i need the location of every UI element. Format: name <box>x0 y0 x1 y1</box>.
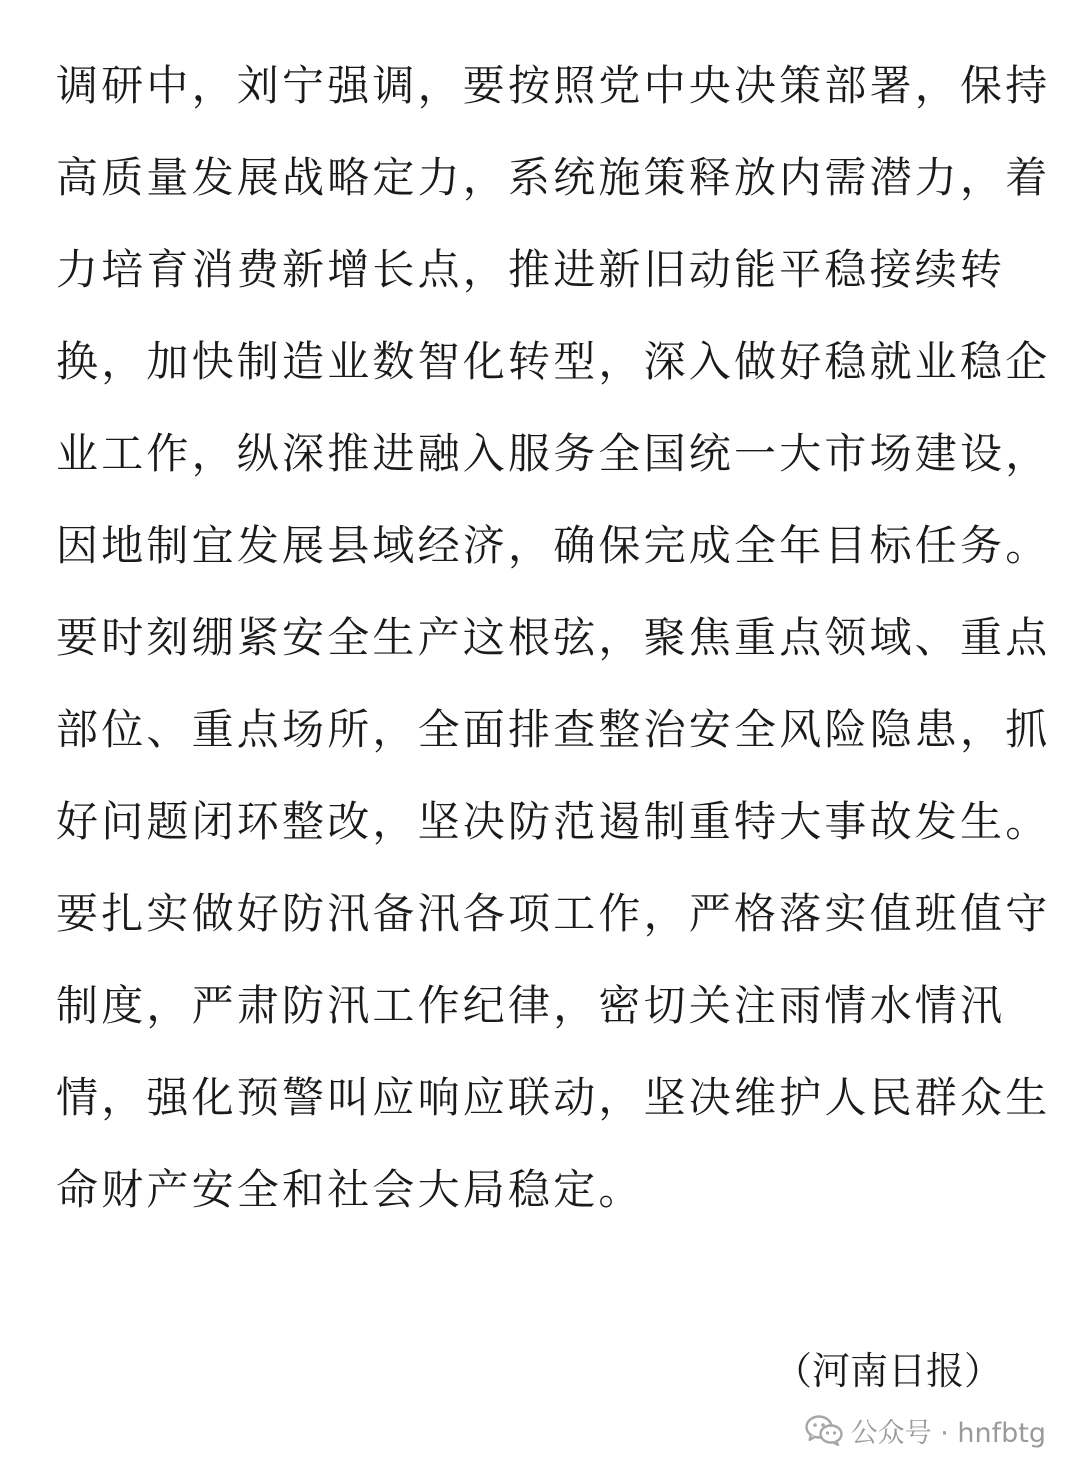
article-line: 力培育消费新增长点，推进新旧动能平稳接续转 <box>56 245 1006 294</box>
article-line: 部位、重点场所，全面排查整治安全风险隐患，抓 <box>56 705 1051 754</box>
wechat-icon <box>805 1414 843 1446</box>
article-body <box>56 56 1051 1252</box>
article-line: 业工作，纵深推进融入服务全国统一大市场建设， <box>56 429 1051 478</box>
article-line: 命财产安全和社会大局稳定。 <box>56 1165 644 1214</box>
article-line: 换，加快制造业数智化转型，深入做好稳就业稳企 <box>56 337 1051 386</box>
article-line: 制度，严肃防汛工作纪律，密切关注雨情水情汛 <box>56 981 1006 1030</box>
watermark <box>805 1408 1046 1452</box>
article-line: 要扎实做好防汛备汛各项工作，严格落实值班值守 <box>56 889 1051 938</box>
article-line: 高质量发展战略定力，系统施策释放内需潜力，着 <box>56 153 1051 202</box>
article-line: 调研中，刘宁强调，要按照党中央决策部署，保持 <box>56 61 1051 110</box>
article-line: 要时刻绷紧安全生产这根弦，聚焦重点领域、重点 <box>56 613 1051 662</box>
article-line: 好问题闭环整改，坚决防范遏制重特大事故发生。 <box>56 797 1051 846</box>
article-line: 情，强化预警叫应响应联动，坚决维护人民群众生 <box>56 1073 1051 1122</box>
article-line: 因地制宜发展县域经济，确保完成全年目标任务。 <box>56 521 1051 570</box>
article-source: （河南日报） <box>773 1349 1002 1393</box>
watermark-text: 公众号 · hnfbtg <box>850 1417 1046 1449</box>
